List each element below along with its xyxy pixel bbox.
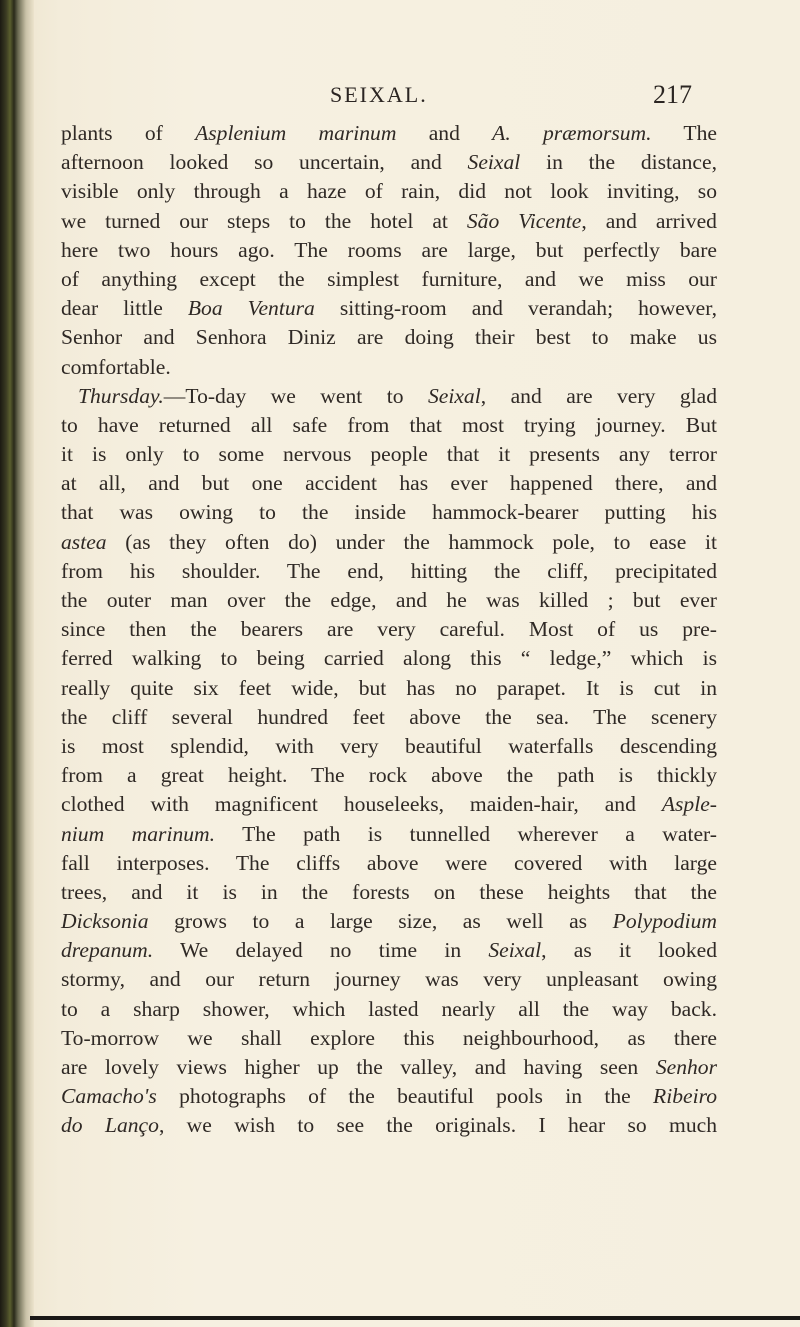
text-run: from a great height. The rock above the path is thickly	[61, 763, 717, 788]
italic-text: Seixal	[488, 938, 542, 963]
text-line	[61, 674, 717, 703]
text-line	[61, 995, 717, 1024]
text-run: that was owing to the inside hammock-bearer putting his	[61, 500, 717, 525]
text-run: ferred walking to being carried along this “ ledge,” which is	[61, 646, 717, 671]
italic-text: Boa Ventura	[187, 296, 315, 321]
text-run: are lovely views higher up the valley, and having seen	[61, 1055, 656, 1079]
text-run: , and arrived	[581, 208, 717, 233]
italic-text: drepanum.	[61, 938, 154, 963]
italic-text: Seixal	[427, 383, 481, 408]
italic-text: Ribeiro	[653, 1084, 717, 1109]
text-line	[61, 119, 717, 148]
italic-text: Asplenium marinum	[195, 121, 397, 145]
text-line	[61, 878, 717, 907]
text-run: we turned our steps to the hotel at	[61, 208, 467, 233]
text-run: here two hours ago. The rooms are large, but perfectly bare	[61, 237, 717, 262]
page-number: 217	[653, 80, 692, 109]
text-run: from his shoulder. The end, hitting the cliff, precipitated	[61, 558, 717, 583]
text-run: dear little	[61, 296, 188, 321]
text-run: the cliff several hundred feet above the sea. The scenery	[61, 704, 717, 729]
italic-text: Dicksonia	[61, 909, 149, 934]
italic-text: astea	[61, 529, 107, 554]
text-run: to a sharp shower, which lasted nearly all the way back.	[61, 996, 717, 1021]
text-run: trees, and it is in the forests on these heights that the	[61, 879, 717, 904]
text-line	[61, 469, 717, 498]
text-run: it is only to some nervous people that it presents any terror	[61, 442, 717, 467]
italic-text: Camacho's	[61, 1084, 157, 1109]
italic-text: São Vicente	[466, 208, 582, 233]
text-run: grows to a large size, as well as	[148, 909, 613, 934]
text-line	[61, 294, 717, 323]
text-run: (as they often do) under the hammock pole, to ease it	[106, 529, 717, 554]
text-line	[61, 382, 717, 411]
text-run: plants of	[61, 121, 196, 145]
text-run: comfortable.	[61, 354, 171, 379]
text-run: photographs of the beautiful pools in the	[156, 1084, 654, 1109]
text-run: —To-day we went to	[163, 383, 428, 408]
text-run: afternoon looked so uncertain, and	[61, 150, 468, 175]
text-run: stormy, and our return journey was very unpleasant owing	[61, 967, 717, 992]
text-line	[61, 528, 717, 557]
text-line	[61, 1024, 717, 1053]
text-line	[61, 936, 717, 965]
text-line	[61, 557, 717, 586]
text-line	[61, 353, 717, 382]
text-line	[61, 761, 717, 790]
text-line	[61, 1111, 717, 1140]
text-run: sitting-room and verandah; however,	[314, 296, 717, 321]
text-line	[61, 207, 717, 236]
italic-text: Thursday.	[78, 383, 164, 408]
text-line	[61, 498, 717, 527]
italic-text: Polypodium	[612, 909, 717, 934]
text-line	[61, 586, 717, 615]
italic-text: A. præmorsum.	[492, 121, 652, 145]
text-run: to have returned all safe from that most trying journey. But	[61, 412, 717, 437]
text-run: in the distance,	[520, 150, 717, 175]
text-run: To-morrow we shall explore this neighbourhood, as there	[61, 1025, 717, 1050]
text-line	[61, 177, 717, 206]
text-run: and	[396, 121, 493, 145]
italic-text: nium marinum.	[61, 821, 216, 846]
text-line	[61, 615, 717, 644]
text-run: , as it looked	[541, 938, 717, 963]
text-run: at all, and but one accident has ever happened there, and	[61, 471, 717, 496]
text-line	[61, 236, 717, 265]
italic-text: Senhor	[655, 1055, 717, 1079]
text-run: visible only through a haze of rain, did not look inviting, so	[61, 179, 717, 204]
binding-edge	[0, 0, 34, 1327]
text-line	[61, 907, 717, 936]
text-run: really quite six feet wide, but has no parapet. It is cut in	[61, 675, 717, 700]
text-line	[61, 1082, 717, 1111]
text-line	[61, 411, 717, 440]
text-line	[61, 440, 717, 469]
text-line	[61, 265, 717, 294]
text-line	[61, 820, 717, 849]
text-line	[61, 790, 717, 819]
italic-text: Asple-	[661, 792, 717, 817]
bottom-rule	[30, 1316, 800, 1320]
text-line	[61, 1053, 717, 1082]
text-line	[61, 732, 717, 761]
text-run: of anything except the simplest furniture, and we miss our	[61, 266, 717, 291]
text-run: since then the bearers are very careful. Most of us pre-	[61, 617, 717, 642]
text-run: Senhor and Senhora Diniz are doing their best to make us	[61, 325, 717, 350]
text-line	[61, 644, 717, 673]
text-line	[61, 323, 717, 352]
text-run: , and are very glad	[480, 383, 717, 408]
text-run: the outer man over the edge, and he was killed ; but ever	[61, 588, 717, 612]
text-line	[61, 148, 717, 177]
text-run: clothed with magnificent houseleeks, maiden-hair, and	[61, 792, 662, 817]
text-run: The	[651, 121, 717, 145]
text-line	[61, 849, 717, 878]
italic-text: do Lanço	[61, 1113, 159, 1138]
italic-text: Seixal	[467, 150, 521, 175]
text-run: We delayed no time in	[153, 938, 489, 963]
running-head	[0, 82, 800, 112]
text-run: fall interposes. The cliffs above were covered with large	[61, 850, 717, 875]
text-line	[61, 703, 717, 732]
text-run: The path is tunnelled wherever a water-	[215, 821, 717, 846]
text-line	[61, 965, 717, 994]
text-run: , we wish to see the originals. I hear so much	[158, 1113, 718, 1138]
running-title: SEIXAL.	[330, 82, 428, 107]
body-text	[61, 119, 717, 1141]
text-run: is most splendid, with very beautiful waterfalls descending	[61, 733, 717, 758]
